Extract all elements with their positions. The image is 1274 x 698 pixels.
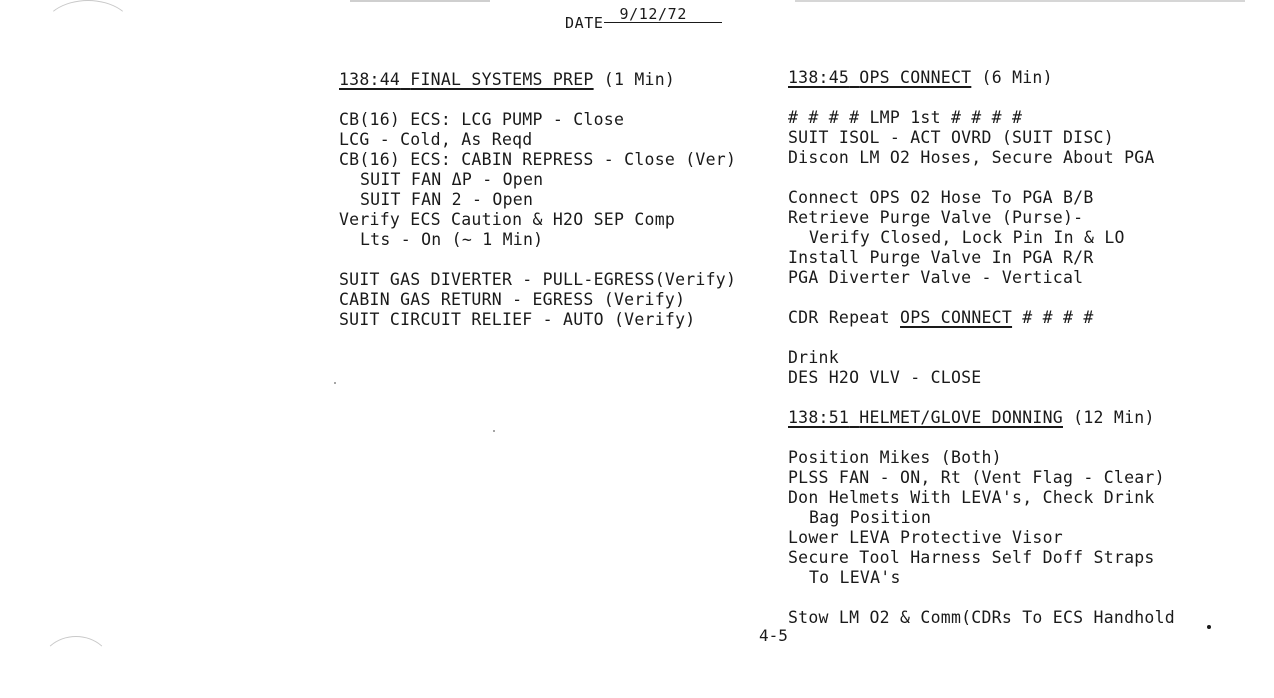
section-heading bbox=[339, 70, 759, 90]
checklist-line: Stow LM O2 & Comm(CDRs To ECS Handhold bbox=[788, 608, 1175, 627]
checklist-line: SUIT FAN ΔP - Open bbox=[360, 170, 544, 189]
scan-speck bbox=[334, 382, 336, 384]
scan-speck bbox=[493, 430, 495, 432]
section-heading bbox=[788, 408, 1228, 428]
section-heading-underlined: 138:45 OPS CONNECT bbox=[788, 68, 972, 87]
checklist-line: Install Purge Valve In PGA R/R bbox=[788, 248, 1094, 267]
checklist-line: Drink bbox=[788, 348, 839, 367]
section-heading bbox=[788, 68, 1228, 88]
checklist-line: SUIT ISOL - ACT OVRD (SUIT DISC) bbox=[788, 128, 1114, 147]
date-label: DATE bbox=[565, 14, 604, 32]
checklist-line: Retrieve Purge Valve (Purse)- bbox=[788, 208, 1084, 227]
bullet-mark bbox=[1207, 625, 1211, 629]
checklist-line: Connect OPS O2 Hose To PGA B/B bbox=[788, 188, 1094, 207]
checklist-line: PLSS FAN - ON, Rt (Vent Flag - Clear) bbox=[788, 468, 1165, 487]
left-column bbox=[339, 70, 759, 330]
checklist-line: Bag Position bbox=[809, 508, 932, 527]
lmp-first-line: # # # # LMP 1st # # # # bbox=[788, 108, 1023, 127]
checklist-line: Lts - On (~ 1 Min) bbox=[360, 230, 544, 249]
scan-artifact bbox=[40, 636, 112, 698]
checklist-line: Discon LM O2 Hoses, Secure About PGA bbox=[788, 148, 1155, 167]
checklist-line: Don Helmets With LEVA's, Check Drink bbox=[788, 488, 1155, 507]
section-duration: (1 Min) bbox=[603, 70, 676, 89]
checklist-line: To LEVA's bbox=[809, 568, 901, 587]
section-duration: (12 Min) bbox=[1073, 408, 1155, 427]
checklist-line: CABIN GAS RETURN - EGRESS (Verify) bbox=[339, 290, 686, 309]
checklist-line: SUIT GAS DIVERTER - PULL-EGRESS(Verify) bbox=[339, 270, 737, 289]
section-duration: (6 Min) bbox=[981, 68, 1053, 87]
right-column bbox=[788, 68, 1228, 628]
cdr-repeat-underlined: OPS CONNECT bbox=[900, 308, 1013, 327]
checklist-line: CB(16) ECS: LCG PUMP - Close bbox=[339, 110, 625, 129]
top-edge-mark bbox=[795, 0, 1245, 2]
checklist-line: SUIT CIRCUIT RELIEF - AUTO (Verify) bbox=[339, 310, 696, 329]
checklist-line: LCG - Cold, As Reqd bbox=[339, 130, 533, 149]
top-edge-mark bbox=[350, 0, 490, 2]
checklist-line: Verify Closed, Lock Pin In & LO bbox=[809, 228, 1125, 247]
cdr-repeat-line: CDR Repeat OPS CONNECT # # # # bbox=[788, 308, 1094, 327]
section-heading-underlined: 138:51 HELMET/GLOVE DONNING bbox=[788, 408, 1063, 427]
checklist-line: Secure Tool Harness Self Doff Straps bbox=[788, 548, 1155, 567]
date-row bbox=[565, 5, 722, 32]
date-value: 9/12/72 bbox=[604, 7, 722, 23]
checklist-line: Lower LEVA Protective Visor bbox=[788, 528, 1063, 547]
checklist-line: DES H2O VLV - CLOSE bbox=[788, 368, 982, 387]
checklist-line: Verify ECS Caution & H2O SEP Comp bbox=[339, 210, 676, 229]
checklist-line: Position Mikes (Both) bbox=[788, 448, 1002, 467]
scan-artifact bbox=[42, 0, 134, 62]
section-heading-underlined: 138:44 FINAL SYSTEMS PREP bbox=[339, 70, 594, 89]
checklist-line: SUIT FAN 2 - Open bbox=[360, 190, 534, 209]
page-number: 4-5 bbox=[759, 626, 788, 645]
checklist-line: PGA Diverter Valve - Vertical bbox=[788, 268, 1084, 287]
checklist-line: CB(16) ECS: CABIN REPRESS - Close (Ver) bbox=[339, 150, 737, 169]
